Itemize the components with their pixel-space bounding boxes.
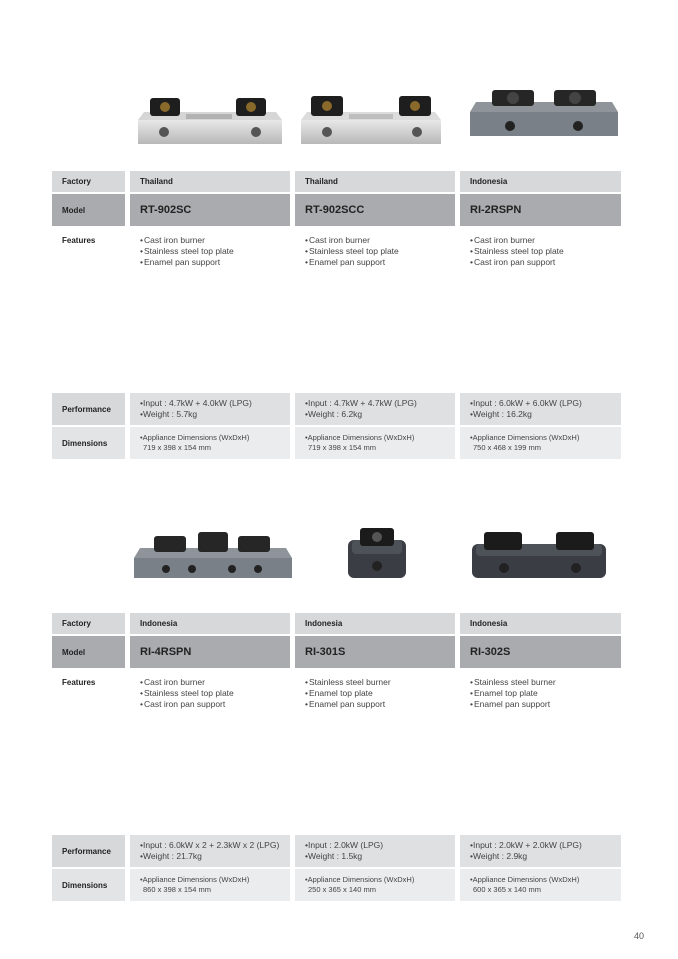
performance-weight: • Weight : 2.9kg bbox=[470, 851, 582, 862]
model-value: RT-902SC bbox=[130, 194, 290, 226]
dimensions-value: 250 x 365 x 140 mm bbox=[308, 885, 376, 894]
performance-weight: • Weight : 5.7kg bbox=[140, 409, 252, 420]
stove-image-rt-902sc bbox=[136, 92, 284, 150]
product-section-2 bbox=[52, 522, 621, 902]
model-label: Model bbox=[52, 194, 125, 226]
factory-row bbox=[52, 171, 621, 192]
stove-image-ri-2rspn bbox=[470, 88, 618, 140]
stove-image-ri-302s bbox=[472, 528, 606, 580]
stove-image-rt-902scc bbox=[301, 92, 441, 150]
dimensions-heading: • Appliance Dimensions (WxDxH) bbox=[470, 875, 579, 885]
performance-cell bbox=[295, 835, 455, 867]
features-list bbox=[470, 235, 564, 268]
dimensions-cell bbox=[130, 869, 290, 901]
features-cell bbox=[130, 670, 290, 710]
features-list bbox=[305, 235, 399, 268]
feature-item: • Enamel top plate bbox=[470, 688, 556, 699]
model-value: RI-302S bbox=[460, 636, 621, 668]
feature-item: • Enamel pan support bbox=[305, 699, 391, 710]
performance-input: • Input : 4.7kW + 4.0kW (LPG) bbox=[140, 398, 252, 409]
performance-input: • Input : 6.0kW x 2 + 2.3kW x 2 (LPG) bbox=[140, 840, 279, 851]
model-row bbox=[52, 636, 621, 668]
dimensions-row bbox=[52, 869, 621, 901]
product-images-row bbox=[52, 80, 621, 150]
feature-item: • Cast iron pan support bbox=[470, 257, 564, 268]
dimensions-label: Dimensions bbox=[52, 869, 125, 901]
factory-value: Indonesia bbox=[460, 613, 621, 634]
stove-image-ri-301s bbox=[346, 526, 408, 580]
feature-item: • Enamel pan support bbox=[470, 699, 556, 710]
dimensions-value: 600 x 365 x 140 mm bbox=[473, 885, 541, 894]
dimensions-cell bbox=[460, 869, 621, 901]
feature-item: • Cast iron burner bbox=[470, 235, 564, 246]
performance-weight: • Weight : 6.2kg bbox=[305, 409, 417, 420]
factory-value: Indonesia bbox=[295, 613, 455, 634]
performance-weight: • Weight : 21.7kg bbox=[140, 851, 279, 862]
feature-item: • Cast iron burner bbox=[305, 235, 399, 246]
feature-item: • Stainless steel top plate bbox=[140, 688, 234, 699]
model-value: RI-2RSPN bbox=[460, 194, 621, 226]
feature-item: • Stainless steel burner bbox=[470, 677, 556, 688]
product-images-row bbox=[52, 522, 621, 592]
factory-label: Factory bbox=[52, 613, 125, 634]
dimensions-heading: • Appliance Dimensions (WxDxH) bbox=[305, 433, 414, 443]
factory-value: Indonesia bbox=[460, 171, 621, 192]
dimensions-heading: • Appliance Dimensions (WxDxH) bbox=[470, 433, 579, 443]
model-value: RI-301S bbox=[295, 636, 455, 668]
stove-image-ri-4rspn bbox=[134, 532, 292, 582]
performance-label: Performance bbox=[52, 835, 125, 867]
page-number: 40 bbox=[634, 931, 645, 941]
features-list bbox=[305, 677, 391, 710]
performance-input: • Input : 2.0kW (LPG) bbox=[305, 840, 383, 851]
dimensions-cell bbox=[295, 427, 455, 459]
feature-item: • Cast iron burner bbox=[140, 235, 234, 246]
factory-value: Thailand bbox=[295, 171, 455, 192]
dimensions-cell bbox=[460, 427, 621, 459]
features-list bbox=[140, 235, 234, 268]
feature-item: • Enamel top plate bbox=[305, 688, 391, 699]
performance-row bbox=[52, 835, 621, 867]
dimensions-value: 750 x 468 x 199 mm bbox=[473, 443, 541, 452]
factory-value: Indonesia bbox=[130, 613, 290, 634]
model-row bbox=[52, 194, 621, 226]
performance-cell bbox=[460, 835, 621, 867]
feature-item: • Stainless steel top plate bbox=[305, 246, 399, 257]
performance-input: • Input : 2.0kW + 2.0kW (LPG) bbox=[470, 840, 582, 851]
features-label: Features bbox=[62, 236, 96, 245]
feature-item: • Enamel pan support bbox=[305, 257, 399, 268]
model-value: RI-4RSPN bbox=[130, 636, 290, 668]
performance-weight: • Weight : 16.2kg bbox=[470, 409, 582, 420]
dimensions-value: 719 x 398 x 154 mm bbox=[308, 443, 376, 452]
features-cell bbox=[460, 670, 621, 710]
model-value: RT-902SCC bbox=[295, 194, 455, 226]
features-cell bbox=[460, 228, 621, 268]
dimensions-heading: • Appliance Dimensions (WxDxH) bbox=[305, 875, 414, 885]
dimensions-label: Dimensions bbox=[52, 427, 125, 459]
dimensions-value: 719 x 398 x 154 mm bbox=[143, 443, 211, 452]
factory-value: Thailand bbox=[130, 171, 290, 192]
feature-item: • Stainless steel top plate bbox=[140, 246, 234, 257]
dimensions-heading: • Appliance Dimensions (WxDxH) bbox=[140, 433, 249, 443]
feature-item: • Cast iron pan support bbox=[140, 699, 234, 710]
performance-cell bbox=[295, 393, 455, 425]
model-label: Model bbox=[52, 636, 125, 668]
performance-weight: • Weight : 1.5kg bbox=[305, 851, 383, 862]
features-cell bbox=[130, 228, 290, 268]
dimensions-cell bbox=[130, 427, 290, 459]
features-label: Features bbox=[62, 678, 96, 687]
dimensions-cell bbox=[295, 869, 455, 901]
performance-label: Performance bbox=[52, 393, 125, 425]
features-row bbox=[52, 670, 621, 830]
dimensions-value: 860 x 398 x 154 mm bbox=[143, 885, 211, 894]
features-row bbox=[52, 228, 621, 388]
feature-item: • Cast iron burner bbox=[140, 677, 234, 688]
feature-item: • Stainless steel top plate bbox=[470, 246, 564, 257]
performance-cell bbox=[130, 393, 290, 425]
dimensions-heading: • Appliance Dimensions (WxDxH) bbox=[140, 875, 249, 885]
features-cell bbox=[295, 228, 455, 268]
feature-item: • Stainless steel burner bbox=[305, 677, 391, 688]
performance-row bbox=[52, 393, 621, 425]
feature-item: • Enamel pan support bbox=[140, 257, 234, 268]
factory-label: Factory bbox=[52, 171, 125, 192]
performance-input: • Input : 6.0kW + 6.0kW (LPG) bbox=[470, 398, 582, 409]
performance-cell bbox=[460, 393, 621, 425]
performance-input: • Input : 4.7kW + 4.7kW (LPG) bbox=[305, 398, 417, 409]
dimensions-row bbox=[52, 427, 621, 459]
features-list bbox=[140, 677, 234, 710]
features-cell bbox=[295, 670, 455, 710]
factory-row bbox=[52, 613, 621, 634]
features-list bbox=[470, 677, 556, 710]
performance-cell bbox=[130, 835, 290, 867]
product-section-1 bbox=[52, 80, 621, 460]
